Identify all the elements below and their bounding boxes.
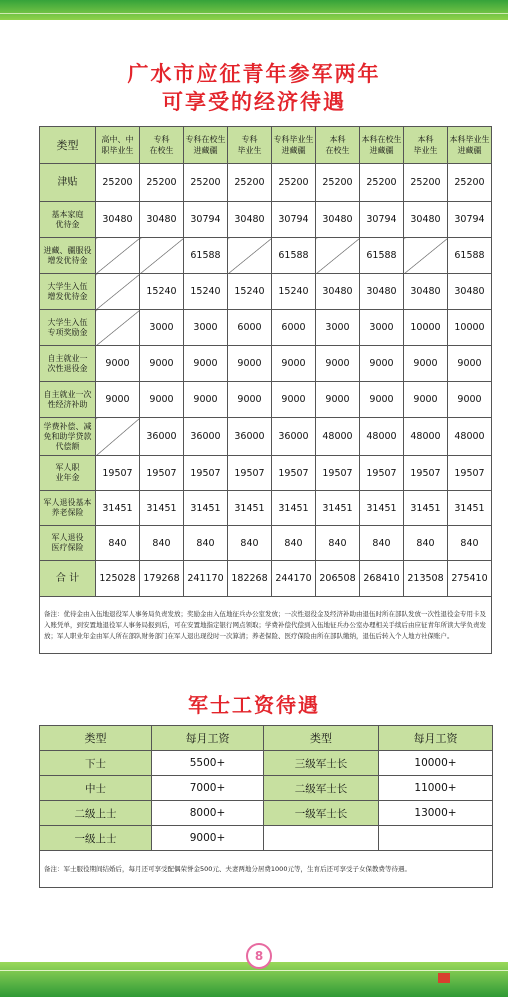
logo-watermark (438, 972, 488, 984)
salary-row (40, 801, 493, 826)
value-cell: 25200 (184, 164, 228, 202)
column-header (360, 127, 404, 164)
column-header (448, 127, 492, 164)
benefit-row (40, 526, 492, 561)
value-cell: 31451 (140, 491, 184, 526)
value-cell: 31451 (448, 491, 492, 526)
row-label-line: 进藏、疆服役 (43, 245, 92, 255)
value-cell: 30480 (316, 274, 360, 310)
column-header-line: 本科 (329, 135, 346, 144)
column-header-line: 进藏疆 (369, 146, 394, 155)
value-cell: 840 (184, 526, 228, 561)
salary-header: 每月工资 (379, 726, 493, 751)
salary-note: 备注：军士服役期间结婚后，每月还可享受配偶荣誉金500元、夫妻两地分居费1000元等，生育后还可享受子女保教费等待遇。 (40, 851, 493, 888)
salary-value: 8000+ (152, 801, 264, 826)
value-cell: 31451 (272, 491, 316, 526)
value-cell: 31451 (184, 491, 228, 526)
value-cell: 840 (228, 526, 272, 561)
row-label-line: 自主就业一次 (43, 389, 92, 399)
value-cell: 213508 (404, 561, 448, 597)
value-cell: 3000 (316, 310, 360, 346)
not-applicable-cell (96, 238, 140, 274)
value-cell: 30480 (316, 202, 360, 238)
value-cell: 9000 (228, 382, 272, 418)
type-header: 类型 (40, 127, 96, 164)
value-cell: 840 (272, 526, 316, 561)
row-label-line: 专项奖励金 (47, 327, 88, 337)
value-cell: 36000 (228, 418, 272, 456)
rank-label: 一级军士长 (264, 801, 379, 826)
value-cell: 179268 (140, 561, 184, 597)
value-cell: 9000 (404, 346, 448, 382)
value-cell: 31451 (228, 491, 272, 526)
value-cell: 30794 (184, 202, 228, 238)
value-cell: 9000 (360, 382, 404, 418)
salary-row (40, 751, 493, 776)
value-cell: 840 (448, 526, 492, 561)
row-label (40, 382, 96, 418)
value-cell: 10000 (448, 310, 492, 346)
benefit-row (40, 238, 492, 274)
column-header-line: 本科 (417, 135, 434, 144)
value-cell: 19507 (96, 456, 140, 491)
value-cell: 9000 (140, 382, 184, 418)
rank-label: 三级军士长 (264, 751, 379, 776)
not-applicable-cell (316, 238, 360, 274)
value-cell: 19507 (228, 456, 272, 491)
rank-label: 二级上士 (40, 801, 152, 826)
salary-note-row (40, 851, 493, 888)
column-header-line: 进藏疆 (193, 146, 218, 155)
not-applicable-cell (96, 310, 140, 346)
value-cell: 25200 (404, 164, 448, 202)
not-applicable-cell (228, 238, 272, 274)
benefit-row (40, 346, 492, 382)
row-label-line: 增发优待金 (47, 291, 88, 301)
value-cell: 15240 (228, 274, 272, 310)
value-cell: 61588 (360, 238, 404, 274)
page-title-line-2: 可享受的经济待遇 (162, 90, 346, 114)
benefit-note-row (40, 597, 492, 654)
column-header (272, 127, 316, 164)
value-cell: 30480 (96, 202, 140, 238)
salary-value: 5500+ (152, 751, 264, 776)
value-cell: 61588 (184, 238, 228, 274)
row-label-line: 次性退役金 (47, 363, 88, 373)
row-label-line: 代偿额 (55, 441, 80, 451)
row-label (40, 456, 96, 491)
value-cell: 30480 (228, 202, 272, 238)
value-cell: 30480 (448, 274, 492, 310)
value-cell: 19507 (316, 456, 360, 491)
rank-label: 二级军士长 (264, 776, 379, 801)
value-cell: 10000 (404, 310, 448, 346)
column-header-line: 专科在校生 (185, 135, 226, 144)
value-cell: 36000 (272, 418, 316, 456)
row-label-line: 增发优待金 (47, 255, 88, 265)
value-cell: 30794 (448, 202, 492, 238)
value-cell: 840 (316, 526, 360, 561)
benefit-row (40, 382, 492, 418)
value-cell: 25200 (272, 164, 316, 202)
not-applicable-cell (96, 274, 140, 310)
value-cell: 19507 (184, 456, 228, 491)
row-label-line: 学费补偿、减 (43, 421, 92, 431)
benefit-row (40, 274, 492, 310)
value-cell: 206508 (316, 561, 360, 597)
value-cell: 840 (96, 526, 140, 561)
benefit-row (40, 202, 492, 238)
value-cell: 275410 (448, 561, 492, 597)
salary-row (40, 826, 493, 851)
column-header-line: 毕业生 (413, 146, 438, 155)
row-label (40, 238, 96, 274)
value-cell: 25200 (228, 164, 272, 202)
salary-value: 10000+ (379, 751, 493, 776)
value-cell: 61588 (272, 238, 316, 274)
value-cell: 48000 (360, 418, 404, 456)
value-cell: 182268 (228, 561, 272, 597)
rank-label: 一级上士 (40, 826, 152, 851)
value-cell: 9000 (404, 382, 448, 418)
column-header (96, 127, 140, 164)
salary-value: 13000+ (379, 801, 493, 826)
salary-header-row (40, 726, 493, 751)
benefit-row (40, 491, 492, 526)
row-label (40, 346, 96, 382)
value-cell: 9000 (184, 382, 228, 418)
value-cell: 840 (360, 526, 404, 561)
row-label-line: 大学生入伍 (47, 281, 88, 291)
row-label-line: 军人退役基本 (43, 498, 92, 507)
value-cell: 48000 (316, 418, 360, 456)
value-cell: 9000 (96, 346, 140, 382)
salary-value: 7000+ (152, 776, 264, 801)
value-cell: 30480 (404, 274, 448, 310)
column-header-line: 本科毕业生 (449, 135, 490, 144)
row-label-line: 养老保险 (51, 508, 84, 517)
value-cell: 244170 (272, 561, 316, 597)
value-cell: 36000 (184, 418, 228, 456)
not-applicable-cell (404, 238, 448, 274)
value-cell: 125028 (96, 561, 140, 597)
row-label-line: 合 计 (55, 572, 80, 584)
row-label (40, 202, 96, 238)
column-header-line: 职毕业生 (101, 146, 134, 155)
salary-table (39, 725, 493, 888)
column-header (140, 127, 184, 164)
value-cell: 9000 (360, 346, 404, 382)
value-cell: 36000 (140, 418, 184, 456)
page-number-badge: 8 (246, 943, 272, 969)
value-cell: 15240 (140, 274, 184, 310)
row-label-line: 优待金 (55, 219, 80, 229)
value-cell: 25200 (96, 164, 140, 202)
value-cell: 19507 (448, 456, 492, 491)
benefit-table (39, 126, 492, 654)
column-header-line: 进藏疆 (457, 146, 482, 155)
row-label (40, 491, 96, 526)
row-label-line: 业年金 (55, 473, 80, 482)
value-cell: 19507 (404, 456, 448, 491)
value-cell: 268410 (360, 561, 404, 597)
not-applicable-cell (96, 418, 140, 456)
column-header (184, 127, 228, 164)
row-label (40, 561, 96, 597)
salary-section-title: 军士工资待遇 (188, 693, 320, 717)
benefit-row (40, 418, 492, 456)
column-header (228, 127, 272, 164)
rank-label: 下士 (40, 751, 152, 776)
value-cell: 48000 (448, 418, 492, 456)
column-header-line: 本科在校生 (361, 135, 402, 144)
value-cell: 9000 (272, 346, 316, 382)
value-cell: 25200 (140, 164, 184, 202)
value-cell: 9000 (316, 346, 360, 382)
column-header-line: 专科毕业生 (273, 135, 314, 144)
value-cell: 30794 (272, 202, 316, 238)
salary-header: 每月工资 (152, 726, 264, 751)
logo-icon (438, 973, 450, 983)
value-cell: 9000 (448, 346, 492, 382)
value-cell: 15240 (184, 274, 228, 310)
value-cell: 15240 (272, 274, 316, 310)
row-label-line: 自主就业一 (47, 353, 88, 363)
row-label (40, 418, 96, 456)
value-cell: 9000 (140, 346, 184, 382)
value-cell: 9000 (228, 346, 272, 382)
value-cell: 3000 (184, 310, 228, 346)
value-cell: 19507 (272, 456, 316, 491)
column-header (404, 127, 448, 164)
value-cell: 9000 (184, 346, 228, 382)
value-cell: 30480 (404, 202, 448, 238)
row-label-line: 军人退役 (51, 533, 84, 542)
value-cell: 31451 (96, 491, 140, 526)
benefit-note: 备注：优待金由入伍地退役军人事务局负责发放；奖励金由入伍地征兵办公室发放；一次性退役金及经济补助由退伍时所在部队发放一次性退役金专用卡及入账凭单，到安置地退役军人事务局报到后，可在安置地指定银行网点领取；学费补偿代偿到入伍地征兵办公室办理相关手续后由应征青年所读大学负责发放；军人职业年金由军人所在部队财务部门在军人退出现役时一次算清；养老保险、医疗保险由所在部队缴纳，退伍后转入个人地方社保账户。 (40, 597, 492, 654)
column-header (316, 127, 360, 164)
value-cell: 48000 (404, 418, 448, 456)
column-header-line: 专科 (241, 135, 258, 144)
salary-value: 11000+ (379, 776, 493, 801)
value-cell: 19507 (140, 456, 184, 491)
value-cell: 30794 (360, 202, 404, 238)
row-label (40, 274, 96, 310)
column-header-line: 在校生 (149, 146, 174, 155)
value-cell: 9000 (316, 382, 360, 418)
value-cell: 25200 (360, 164, 404, 202)
row-label-line: 大学生入伍 (47, 317, 88, 327)
row-label-line: 军人职 (55, 463, 80, 472)
benefit-row (40, 456, 492, 491)
column-header-line: 高中、中 (101, 135, 134, 144)
page-title-line-1: 广水市应征青年参军两年 (127, 62, 381, 86)
column-header-line: 在校生 (325, 146, 350, 155)
empty-cell (264, 826, 379, 851)
value-cell: 6000 (272, 310, 316, 346)
row-label-line: 性经济补助 (47, 399, 88, 409)
salary-header: 类型 (40, 726, 152, 751)
value-cell: 840 (140, 526, 184, 561)
salary-header: 类型 (264, 726, 379, 751)
value-cell: 840 (404, 526, 448, 561)
value-cell: 241170 (184, 561, 228, 597)
value-cell: 6000 (228, 310, 272, 346)
row-label-line: 免和助学贷款 (43, 431, 92, 441)
value-cell: 3000 (140, 310, 184, 346)
value-cell: 19507 (360, 456, 404, 491)
benefit-row (40, 164, 492, 202)
value-cell: 9000 (448, 382, 492, 418)
salary-row (40, 776, 493, 801)
value-cell: 25200 (316, 164, 360, 202)
row-label-line: 津贴 (57, 176, 78, 188)
salary-value: 9000+ (152, 826, 264, 851)
row-label-line: 基本家庭 (51, 209, 84, 219)
value-cell: 31451 (404, 491, 448, 526)
not-applicable-cell (140, 238, 184, 274)
value-cell: 31451 (316, 491, 360, 526)
top-green-band (0, 0, 508, 20)
value-cell: 30480 (360, 274, 404, 310)
value-cell: 25200 (448, 164, 492, 202)
benefit-row (40, 561, 492, 597)
value-cell: 61588 (448, 238, 492, 274)
value-cell: 3000 (360, 310, 404, 346)
value-cell: 9000 (96, 382, 140, 418)
row-label (40, 526, 96, 561)
empty-cell (379, 826, 493, 851)
value-cell: 30480 (140, 202, 184, 238)
benefit-header-row (40, 127, 492, 164)
rank-label: 中士 (40, 776, 152, 801)
row-label (40, 310, 96, 346)
column-header-line: 专科 (153, 135, 170, 144)
row-label (40, 164, 96, 202)
row-label-line: 医疗保险 (51, 543, 84, 552)
value-cell: 31451 (360, 491, 404, 526)
benefit-row (40, 310, 492, 346)
column-header-line: 毕业生 (237, 146, 262, 155)
value-cell: 9000 (272, 382, 316, 418)
column-header-line: 进藏疆 (281, 146, 306, 155)
